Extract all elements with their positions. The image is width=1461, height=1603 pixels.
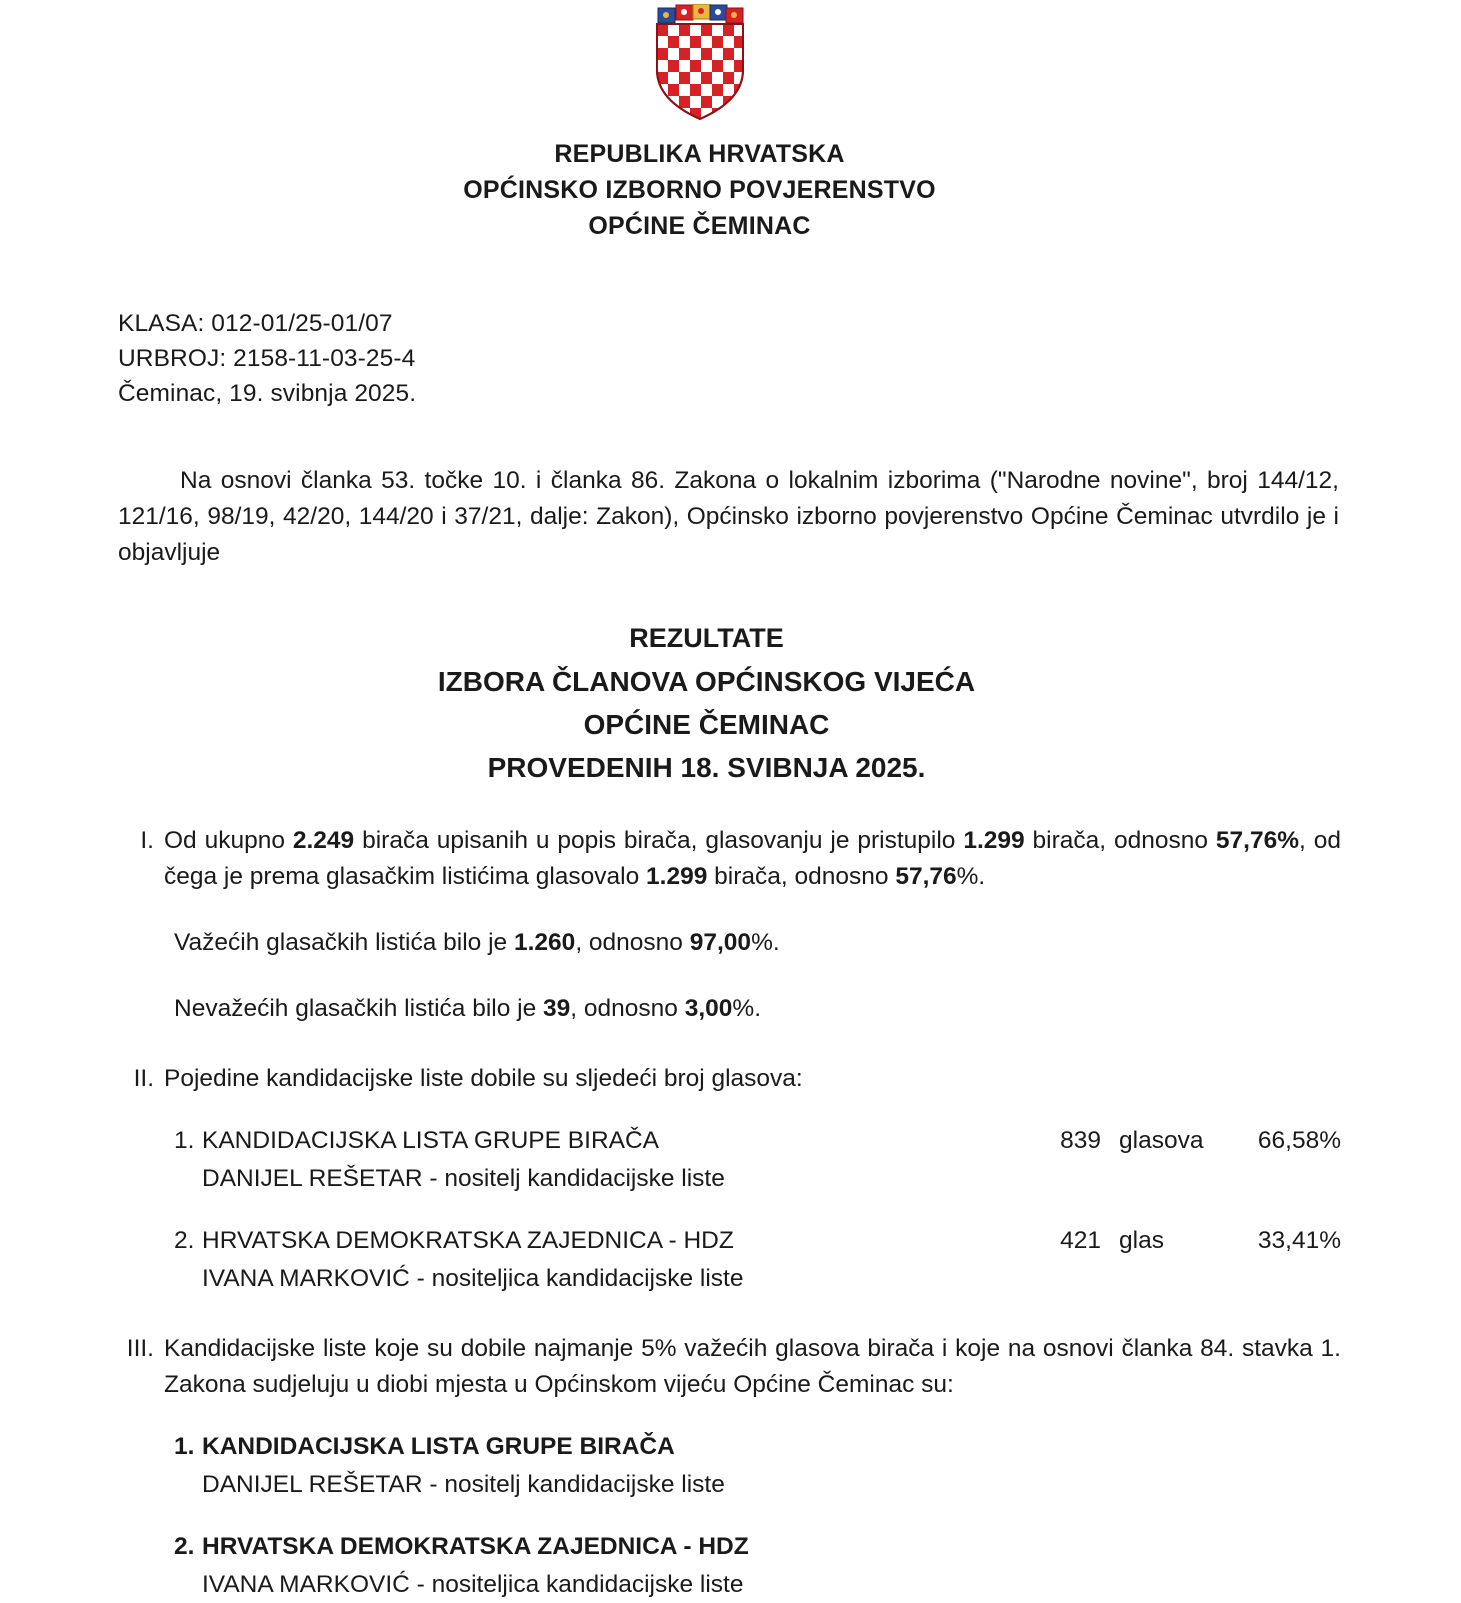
invalid-percent-value: 3,00	[684, 995, 733, 1022]
seat-list-1-holder: DANIJEL REŠETAR - nositelj kandidacijske liste	[202, 1471, 725, 1498]
turnout-text-d: , od čega je prema glasačkim listićima glasovalo	[164, 827, 1341, 890]
document-title	[72, 617, 1341, 789]
title-line-3: OPĆINE ČEMINAC	[583, 709, 830, 740]
klasa-line: KLASA: 012-01/25-01/07	[118, 310, 393, 337]
turnout-percent-value: 57,76%	[1215, 827, 1300, 854]
list-2-index: 2.	[174, 1227, 195, 1254]
section-one-body	[164, 823, 1341, 895]
ballots-percent-value: 57,76	[895, 863, 957, 890]
invalid-text-a: Nevažećih glasačkih listića bilo je	[174, 995, 544, 1022]
valid-text-a: Važećih glasačkih listića bilo je	[174, 929, 514, 956]
reference-block	[118, 306, 1341, 411]
crest-container	[58, 0, 1341, 122]
title-line-4: PROVEDENIH 18. SVIBNJA 2025.	[487, 752, 926, 783]
list-2-votes: 421	[1060, 1227, 1101, 1254]
total-voters-value: 2.249	[292, 827, 355, 854]
legal-basis-paragraph: Na osnovi članka 53. točke 10. i članka 86. Zakona o lokalnim izborima ("Narodne novine", broj 144/12, 121/16, 98/19, 42/20, 144/20 i 37/21, dalje: Zakon), Općinsko izborno povjerenstvo Općine Čeminac utvrdilo je i objavljuje	[118, 467, 1339, 566]
turnout-text-a: Od ukupno	[164, 827, 293, 854]
valid-count-value: 1.260	[514, 929, 576, 956]
list-1-votes-word: glasova	[1119, 1127, 1204, 1154]
list-1-votes: 839	[1060, 1127, 1101, 1154]
invalid-count-value: 39	[543, 995, 571, 1022]
croatian-coat-of-arms-icon	[652, 4, 748, 122]
section-three-heading: Kandidacijske liste koje su dobile najmanje 5% važećih glasova birača i koje na osnovi članka 84. stavka 1. Zakona sudjeluju u diobi mjesta u Općinskom vijeću Općine Čeminac su:	[164, 1335, 1341, 1398]
seat-sharing-list-1	[174, 1429, 1341, 1503]
turnout-text-c: birača, odnosno	[1024, 827, 1216, 854]
list-1-percent: 66,58%	[1257, 1127, 1341, 1154]
title-line-2: IZBORA ČLANOVA OPĆINSKOG VIJEĆA	[437, 666, 976, 697]
seat-list-1-index: 1.	[174, 1433, 195, 1460]
section-two-numeral: II.	[133, 1065, 154, 1092]
seat-list-2-holder: IVANA MARKOVIĆ - nositeljica kandidacijske liste	[202, 1571, 744, 1598]
invalid-ballots-line	[174, 991, 1341, 1027]
turnout-text-f: %.	[956, 863, 986, 890]
list-1-name	[174, 1123, 659, 1159]
seat-list-2-title: HRVATSKA DEMOKRATSKA ZAJEDNICA - HDZ	[202, 1533, 749, 1560]
seat-list-2-name	[174, 1529, 749, 1565]
header-line-municipality: OPĆINE ČEMINAC	[588, 212, 811, 240]
valid-ballots-line	[174, 925, 1341, 961]
seat-list-1-name	[174, 1429, 675, 1465]
list-1-title: KANDIDACIJSKA LISTA GRUPE BIRAČA	[202, 1127, 660, 1154]
seat-sharing-list-2	[174, 1529, 1341, 1603]
invalid-text-b: , odnosno	[570, 995, 685, 1022]
list-2-name	[174, 1223, 734, 1259]
list-1-index: 1.	[174, 1127, 195, 1154]
valid-percent-value: 97,00	[689, 929, 752, 956]
turnout-text-e: birača, odnosno	[707, 863, 896, 890]
ballots-count-value: 1.299	[646, 863, 708, 890]
section-one-numeral: I.	[140, 827, 154, 854]
section-two-heading: Pojedine kandidacijske liste dobile su sljedeći broj glasova:	[164, 1065, 803, 1092]
list-2-holder: IVANA MARKOVIĆ - nositeljica kandidacijske liste	[202, 1265, 744, 1292]
invalid-text-c: %.	[732, 995, 762, 1022]
header-line-commission: OPĆINSKO IZBORNO POVJERENSTVO	[463, 176, 936, 204]
list-2-percent: 33,41%	[1257, 1227, 1341, 1254]
turnout-count-value: 1.299	[963, 827, 1025, 854]
seat-list-1-title: KANDIDACIJSKA LISTA GRUPE BIRAČA	[202, 1433, 675, 1460]
candidate-list-result-1	[174, 1123, 1341, 1197]
section-three-numeral: III.	[126, 1335, 154, 1362]
section-two	[118, 1061, 1341, 1097]
list-1-holder: DANIJEL REŠETAR - nositelj kandidacijske liste	[202, 1165, 725, 1192]
urbroj-line: URBROJ: 2158-11-03-25-4	[118, 345, 416, 372]
section-three	[118, 1331, 1341, 1403]
document-header	[58, 136, 1341, 244]
place-date-line: Čeminac, 19. svibnja 2025.	[118, 380, 417, 407]
title-line-1: REZULTATE	[629, 623, 784, 653]
section-one	[118, 823, 1341, 895]
list-2-votes-word: glas	[1119, 1227, 1164, 1254]
list-2-title: HRVATSKA DEMOKRATSKA ZAJEDNICA - HDZ	[202, 1227, 734, 1254]
turnout-text-b: birača upisanih u popis birača, glasovanju je pristupilo	[354, 827, 964, 854]
valid-text-c: %.	[751, 929, 780, 956]
candidate-list-result-2	[174, 1223, 1341, 1297]
header-line-republic: REPUBLIKA HRVATSKA	[554, 140, 845, 168]
valid-text-b: , odnosno	[575, 929, 690, 956]
seat-list-2-index: 2.	[174, 1533, 195, 1560]
